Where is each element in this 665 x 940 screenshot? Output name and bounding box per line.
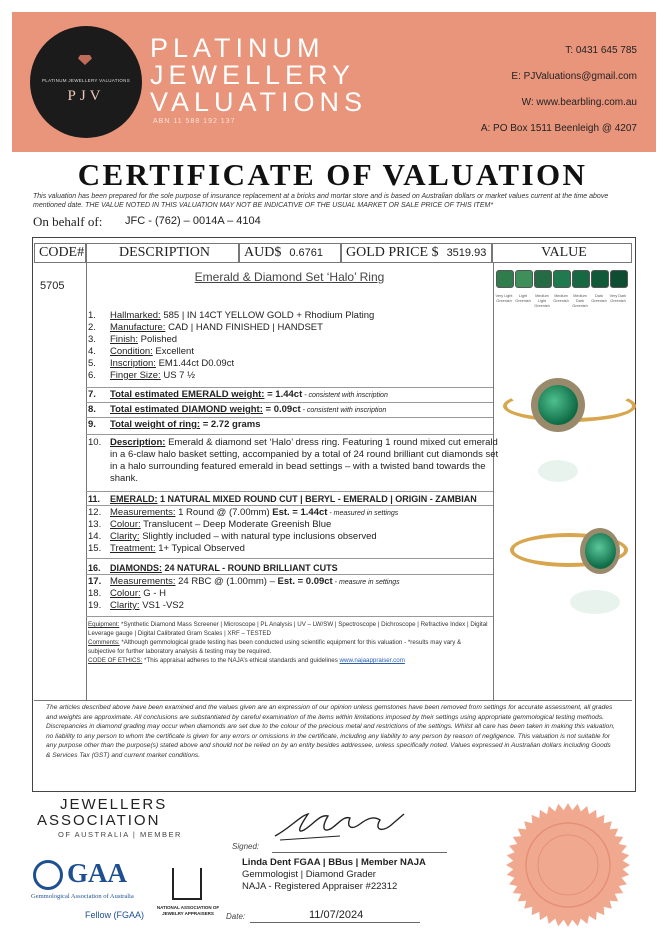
code-header: CODE# (34, 243, 86, 263)
ja-logo-line-2: ASSOCIATION (37, 812, 161, 829)
item-code: 5705 (40, 280, 65, 292)
list-item: 18. Colour: G - H (88, 588, 166, 599)
logo-small-text: PLATINUM JEWELLERY VALUATIONS (41, 78, 131, 83)
list-item: 7. Total estimated EMERALD weight: = 1.44ct - consistent with inscription (88, 389, 388, 400)
row-divider (86, 558, 493, 559)
list-item: 15. Treatment: 1+ Typical Observed (88, 543, 245, 554)
date-line (250, 922, 420, 923)
list-item: 5. Inscription: EM1.44ct D0.09ct (88, 358, 235, 369)
row-divider (86, 616, 493, 617)
ja-logo-line-3: OF AUSTRALIA | MEMBER (58, 830, 182, 839)
list-item: 13. Colour: Translucent – Deep Moderate Greenish Blue (88, 519, 332, 530)
row-divider (86, 402, 493, 403)
certificate-title: CERTIFICATE OF VALUATION (77, 157, 588, 192)
gaa-globe-icon (33, 860, 63, 890)
list-item: 19. Clarity: VS1 -VS2 (88, 600, 184, 611)
description-line: in a 6-claw halo basket setting, accompanied by a total of 24 round brilliant cut diamonds set (110, 449, 499, 460)
ring-reflection (538, 460, 578, 482)
list-item: 1. Hallmarked: 585 | IN 14CT YELLOW GOLD + Rhodium Plating (88, 310, 375, 321)
value-header: VALUE (492, 243, 632, 263)
brand-line-3: VALUATIONS (150, 87, 368, 117)
list-item: 12. Measurements: 1 Round @ (7.00mm) Est. = 1.44ct - measured in settings (88, 507, 399, 518)
aud-value: 0.6761 (289, 247, 323, 259)
list-item: 11. EMERALD: 1 NATURAL MIXED ROUND CUT | BERYL - EMERALD | ORIGIN - ZAMBIAN (88, 494, 477, 504)
contact-address: A: PO Box 1511 Beenleigh @ 4207 (480, 123, 637, 134)
row-divider (86, 387, 493, 388)
list-item: 4. Condition: Excellent (88, 346, 194, 357)
row-divider (34, 700, 632, 701)
gaa-logo: GAA (67, 858, 127, 888)
list-item: 17. Measurements: 24 RBC @ (1.00mm) – Est. = 0.09ct - measure in settings (88, 576, 400, 587)
ethics-link[interactable]: www.najaappraiser.com (339, 657, 405, 664)
signature (270, 806, 410, 844)
gem-swatch (553, 270, 571, 288)
gem-swatch (534, 270, 552, 288)
list-item: 2. Manufacture: CAD | HAND FINISHED | HANDSET (88, 322, 323, 333)
list-item: 3. Finish: Polished (88, 334, 178, 345)
row-divider (86, 505, 493, 506)
gem-swatch-label: Medium Dark Greenish (572, 294, 588, 308)
description-header: DESCRIPTION (86, 243, 239, 263)
list-item: 14. Clarity: Slightly included – with natural type inclusions observed (88, 531, 377, 542)
company-seal (503, 800, 633, 930)
disclaimer-text: The articles described above have been examined and the values given are an expression of our opinion unless gemstones have been removed from settings for accurate assessment, all grades and weights are approximate. All conclusions are substantiated by careful examination of the items within limitations imposed by their settings using appropriate gemmological testing methods. Discrepancies in diamond grading may occur when diamonds are set due to the colour of the precious metal and restrictions of the settings. Whilst all care has been taken in making this valuation, no liability to any person to whom the certificate is given for any errors or omissions in the certificate, including any liability to any person by reason of negligence. This valuation is not suitable for any purpose other than the purpose(s) stated above and should not be relied on by an entity besides addressee, unless specifically noted. Values expressed in Australian dollars including Goods & Services Tax (GST) and current market conditions. (46, 704, 615, 759)
ring-photo-emerald (538, 385, 578, 425)
signatory-name: Linda Dent FGAA | BBus | Member NAJA (242, 857, 426, 868)
row-divider (86, 574, 493, 575)
brand-line-1: PLATINUM (150, 33, 325, 63)
description-line: in a halo surrounding featured emerald in bead settings – with a twisted band towards the (110, 461, 486, 472)
aud-header: AUD$ 0.6761 (239, 243, 341, 263)
gold-price-value: 3519.93 (446, 247, 487, 259)
gem-swatch (591, 270, 609, 288)
gem-swatch-label: Very Dark Greenish (609, 294, 627, 303)
column-divider (493, 263, 494, 701)
brand-line-2: JEWELLERY (150, 60, 356, 90)
intro-statement: This valuation has been prepared for the sole purpose of insurance replacement at a bricks and mortar store and is based on Australian dollars or market values current at the time above mentioned date. THE VALUE NOTED IN THIS VALUATION MAY NOT BE INDICATIVE OF THE USUAL MARKET OR SALE PRICE OF THIS ITEM* (33, 193, 609, 209)
description-line: 10. Description: Emerald & diamond set ‘Halo’ dress ring. Featuring 1 round mixed cut emerald (88, 437, 498, 448)
abn-number: ABN 11 588 192 137 (153, 118, 236, 125)
list-item: 9. Total weight of ring: = 2.72 grams (88, 419, 261, 430)
fellow-label: Fellow (FGAA) (85, 910, 145, 920)
contact-website: W: www.bearbling.com.au (521, 97, 637, 108)
gaa-subtitle: Gemmological Association of Australia (31, 893, 134, 900)
gem-swatch (515, 270, 533, 288)
behalf-value: JFC - (762) – 0014A – 4104 (125, 215, 261, 227)
gem-swatch-label: Dark Greenish (591, 294, 607, 303)
item-title: Emerald & Diamond Set ‘Halo’ Ring (194, 270, 385, 284)
description-line: shank. (110, 473, 138, 484)
ja-logo-line-1: JEWELLERS (60, 796, 168, 813)
date-value: 11/07/2024 (309, 909, 364, 921)
contact-email: E: PJValuations@gmail.com (511, 71, 637, 82)
row-divider (86, 417, 493, 418)
list-item: 16. DIAMONDS: 24 NATURAL - ROUND BRILLIANT CUTS (88, 563, 338, 573)
ring-reflection (570, 590, 620, 614)
gem-swatch-label: Medium Light Greenish (534, 294, 550, 308)
list-item: 6. Finger Size: US 7 ½ (88, 370, 196, 381)
signatory-registration: NAJA - Registered Appraiser #22312 (242, 881, 398, 892)
scales-icon (172, 868, 202, 900)
gem-swatch-label: Light Greenish (515, 294, 531, 303)
gem-swatch-label: Medium Greenish (553, 294, 569, 303)
contact-phone: T: 0431 645 785 (565, 45, 637, 56)
gem-swatch (496, 270, 514, 288)
gem-swatch (572, 270, 590, 288)
gold-price-header: GOLD PRICE $ 3519.93 (341, 243, 492, 263)
naja-logo-text: NATIONAL ASSOCIATION OF JEWELRY APPRAISERS (156, 905, 220, 916)
date-label: Date: (226, 912, 246, 921)
gem-swatch-label: Very Light Greenish (495, 294, 513, 303)
equipment-notes: Equipment: *Synthetic Diamond Mass Screener | Microscope | PL Analysis | UV – LW/SW | Spectroscope | Dichroscope | Refractive Index | Digital Leverage gauge | Digital Calibrated Gram Scales | XRF – TESTED Comments: *Although gemmological grade testing has been conducted using scientific equipment for this valuation - *results may vary & subjective for further laboratory analysis & testing may be required. CODE OF ETHICS: *This appraisal adheres to the NAJA’s ethical standards and guidelines www.najaappraiser.com (88, 621, 488, 664)
signed-label: Signed: (232, 842, 260, 851)
signatory-role: Gemmologist | Diamond Grader (242, 869, 376, 880)
logo-initials: PJV (67, 88, 105, 104)
gem-swatch (610, 270, 628, 288)
behalf-label: On behalf of: (33, 214, 103, 229)
ring-side-photo-emerald (585, 533, 616, 569)
list-item: 8. Total estimated DIAMOND weight: = 0.09ct - consistent with inscription (88, 404, 387, 415)
signature-line (272, 852, 447, 853)
